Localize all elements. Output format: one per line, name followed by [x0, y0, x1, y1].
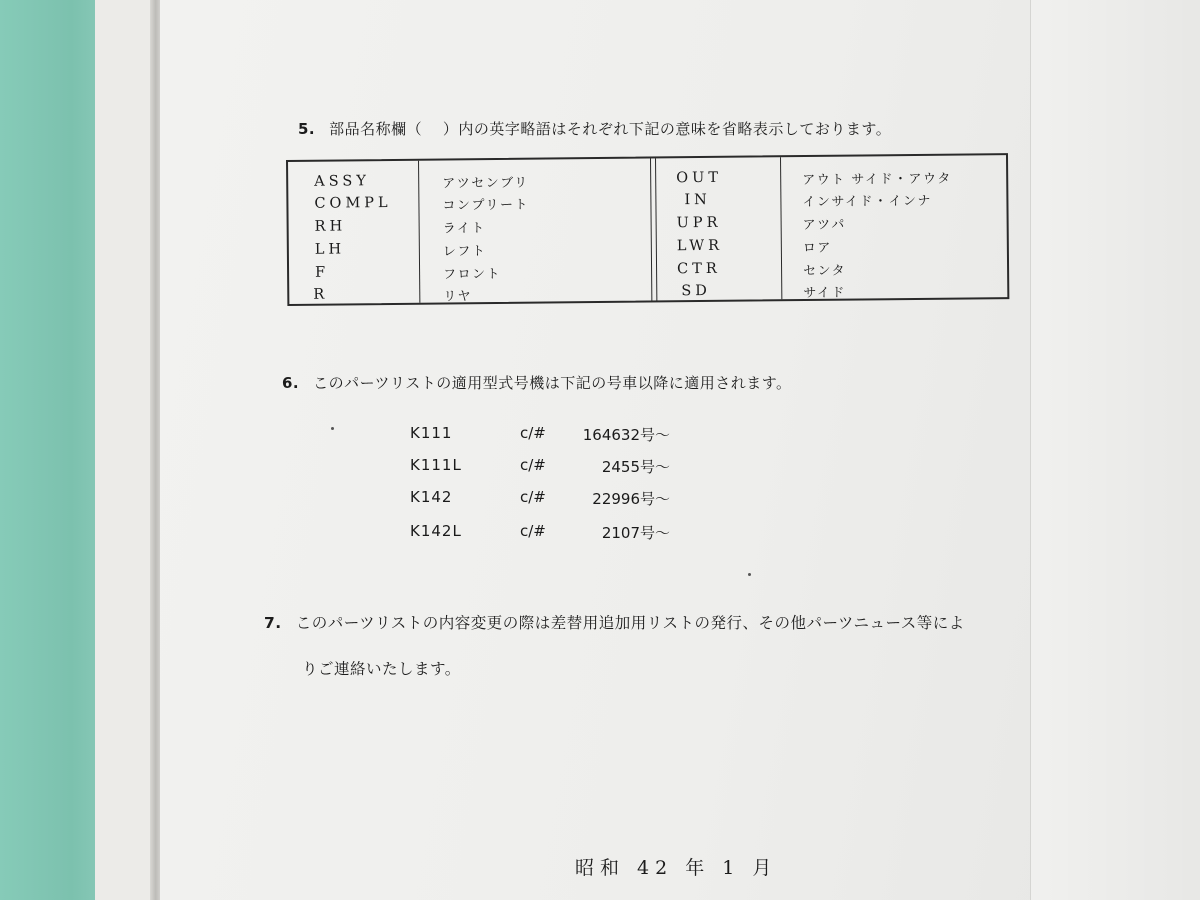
abbr-meaning: アツパ [802, 217, 846, 234]
abbr-meaning: ロア [802, 240, 832, 257]
model-prefix: c/# [520, 424, 546, 442]
abbr-code: COMPL [314, 194, 392, 212]
abbr-meaning: ライト [442, 221, 486, 237]
paper-speck [748, 573, 751, 576]
abbr-meaning: アウト サイド・アウタ [802, 171, 952, 189]
abbr-code: OUT [676, 169, 723, 187]
page-shadow [1020, 0, 1200, 900]
section-5 [298, 118, 891, 139]
abbr-code: LH [314, 241, 346, 258]
section-5-text: 部品名称欄（ ）内の英字略語はそれぞれ下記の意味を省略表示しております。 [329, 120, 892, 138]
section-7-line-2: りご連絡いたします。 [302, 660, 461, 678]
model-prefix: c/# [520, 488, 546, 506]
abbr-meaning: サイド [803, 285, 846, 302]
abbr-code: RH [314, 218, 347, 235]
abbreviation-table [286, 153, 1009, 306]
section-6-text: このパーツリストの適用型式号機は下記の号車以降に適用されます。 [313, 374, 792, 392]
abbr-code: UPR [676, 214, 722, 232]
abbr-meaning: フロント [443, 266, 502, 283]
section-6 [282, 372, 792, 393]
section-7-number: 7. [264, 614, 282, 632]
abbr-meaning: レフト [442, 244, 487, 260]
abbr-code: LWR [676, 237, 724, 255]
section-6-number: 6. [282, 374, 300, 392]
paper-speck [331, 427, 334, 430]
section-7-line-1 [264, 611, 965, 633]
model-number: 2107号～ [601, 524, 670, 542]
footer-date: 昭和 42 年 1 月 [575, 857, 778, 879]
model-number: 22996号～ [592, 490, 670, 508]
model-name: K111L [410, 456, 462, 474]
model-prefix: c/# [520, 456, 546, 474]
section-7-text: このパーツリストの内容変更の際は差替用追加用リストの発行、その他パーツニュース等によ [295, 614, 965, 632]
model-number: 2455号～ [601, 458, 670, 476]
abbr-code: F [315, 264, 330, 281]
model-name: K111 [410, 424, 453, 442]
model-name: K142L [410, 522, 462, 540]
abbr-meaning: センタ [803, 263, 847, 280]
abbr-code: IN [684, 191, 711, 209]
abbr-code: R [313, 286, 329, 303]
model-name: K142 [410, 488, 453, 506]
abbr-code: CTR [676, 260, 721, 278]
abbr-code: ASSY [314, 173, 370, 190]
model-number: 164632号～ [582, 426, 670, 444]
abbr-meaning: リヤ [443, 289, 473, 305]
abbr-meaning: インサイド・インナ [802, 193, 933, 211]
section-5-number: 5. [298, 120, 316, 138]
abbr-code: SD [681, 282, 711, 300]
model-prefix: c/# [520, 522, 546, 540]
abbr-meaning: コンプリート [442, 197, 530, 214]
abbr-meaning: アツセンブリ [442, 175, 529, 192]
